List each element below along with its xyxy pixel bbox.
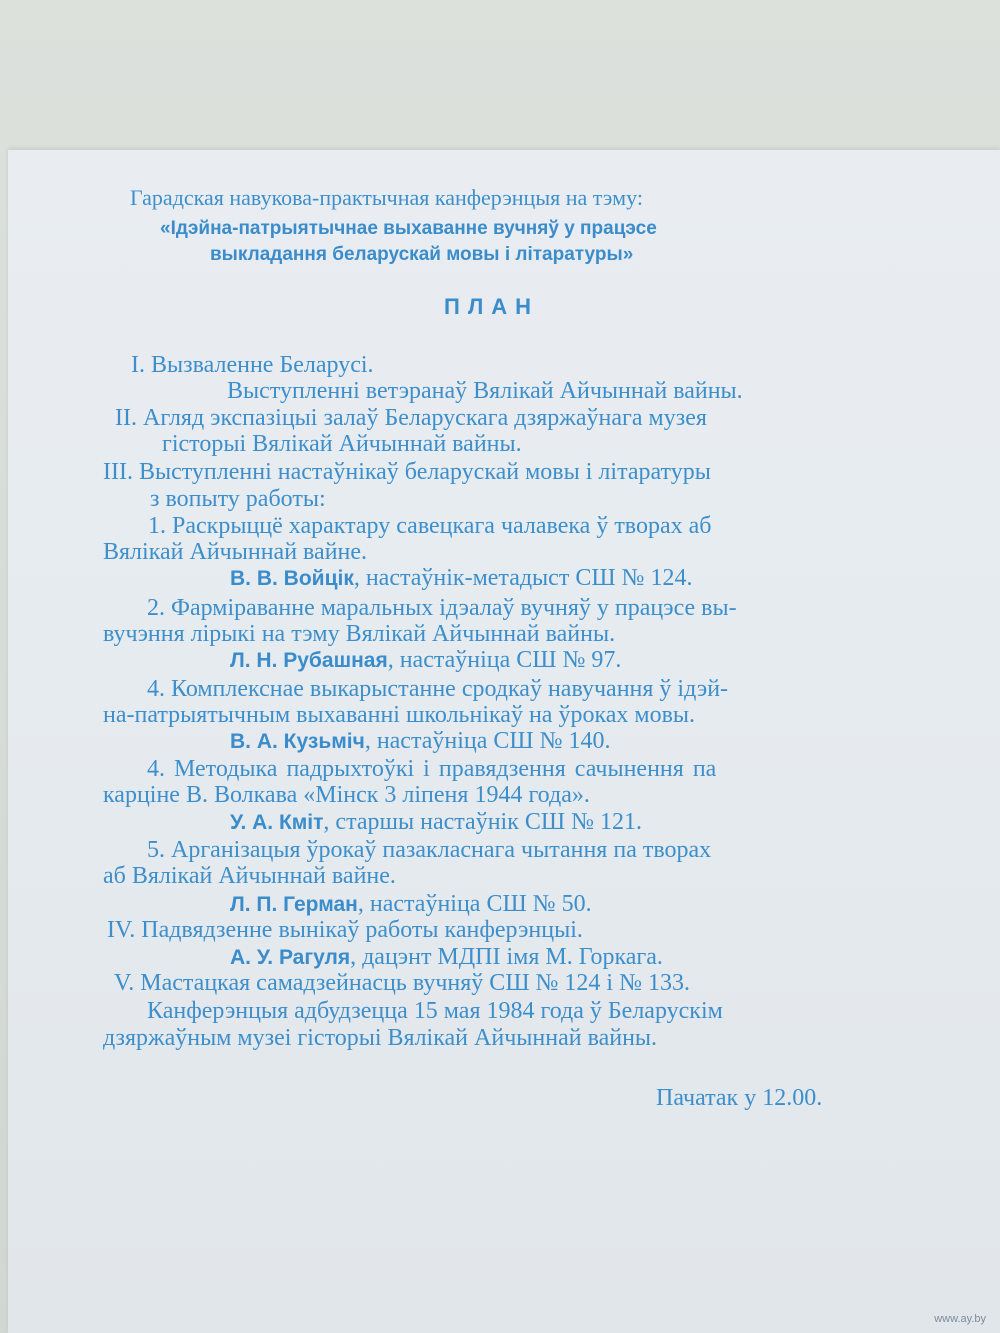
document-title: ПЛАН <box>444 294 540 319</box>
talk-1-line-2: Вялікай Айчыннай вайне. <box>103 539 368 565</box>
talk-5-line-1: 5. Арганізацыя ўрокаў пазакласнага чытання па творах <box>147 837 712 863</box>
closing-line-2: дзяржаўным музеі гісторыі Вялікай Айчыннай вайны. <box>103 1025 658 1051</box>
talk-2-line-2: вучэння лірыкі на тэму Вялікай Айчыннай вайны. <box>103 621 616 647</box>
talk-4-line-1: 4. Методыка падрыхтоўкі і правядзення сачынення па <box>147 756 717 782</box>
section-3-line-1: III. Выступленні настаўнікаў беларускай мовы і літаратуры <box>103 459 711 485</box>
header-line-1: Гарадская навукова-практычная канферэнцыя на тэму: <box>130 185 643 210</box>
talk-5-speaker: Л. П. Герман <box>230 893 358 916</box>
talk-1-speaker: В. В. Войцік <box>230 567 354 590</box>
talk-1-line-1: 1. Раскрыццё характару савецкага чалавека ў творах аб <box>148 513 712 539</box>
start-time: Пачатак у 12.00. <box>656 1085 823 1111</box>
talk-2-role: , настаўніца СШ № 97. <box>387 647 622 673</box>
section-2-line-1: II. Агляд экспазіцыі залаў Беларускага дзяржаўнага музея <box>115 405 707 431</box>
talk-4-speaker-line <box>230 807 642 838</box>
talk-3-role: , настаўніца СШ № 140. <box>364 728 611 754</box>
section-3-line-2: з вопыту работы: <box>150 486 326 512</box>
talk-4-line-2: карціне В. Волкава «Мінск 3 ліпеня 1944 года». <box>103 782 590 808</box>
watermark-text: www.ay.by <box>934 1313 986 1325</box>
header-line-3: выкладання беларускай мовы і літаратуры» <box>210 244 634 265</box>
talk-5-line-2: аб Вялікай Айчыннай вайне. <box>103 863 396 889</box>
section-5-line-1: V. Мастацкая самадзейнасць вучняў СШ № 124 і № 133. <box>114 970 690 996</box>
section-4-speaker: А. У. Рагуля <box>230 946 351 969</box>
section-1-line-2: Выступленні ветэранаў Вялікай Айчыннай вайны. <box>227 378 743 404</box>
talk-1-role: , настаўнік-метадыст СШ № 124. <box>353 565 693 591</box>
talk-4-role: , старшы настаўнік СШ № 121. <box>323 809 642 835</box>
talk-3-speaker: В. А. Кузьміч <box>230 730 365 753</box>
talk-3-line-1: 4. Комплекснае выкарыстанне сродкаў навучання ў ідэй- <box>147 676 729 702</box>
talk-2-speaker-line <box>230 645 621 676</box>
talk-2-line-1: 2. Фарміраванне маральных ідэалаў вучняў у працэсе вы- <box>147 595 737 621</box>
section-2-line-2: гісторыі Вялікай Айчыннай вайны. <box>162 431 522 457</box>
talk-3-line-2: на-патрыятычным выхаванні школьнікаў на ўроках мовы. <box>103 702 696 728</box>
header-line-2: «Ідэйна-патрыятычнае выхаванне вучняў у працэсе <box>160 218 657 239</box>
talk-2-speaker: Л. Н. Рубашная <box>230 649 388 672</box>
section-4-role: , дацэнт МДПІ імя М. Горкага. <box>350 944 663 970</box>
section-4-line-1: IV. Падвядзенне вынікаў работы канферэнцыі. <box>107 917 583 943</box>
talk-1-speaker-line <box>230 563 692 594</box>
closing-line-1: Канферэнцыя адбудзецца 15 мая 1984 года ў Беларускім <box>147 998 723 1024</box>
talk-5-role: , настаўніца СШ № 50. <box>357 891 592 917</box>
talk-4-speaker: У. А. Кміт <box>230 811 324 834</box>
talk-3-speaker-line <box>230 726 611 757</box>
section-1-line-1: I. Вызваленне Беларусі. <box>131 352 374 378</box>
